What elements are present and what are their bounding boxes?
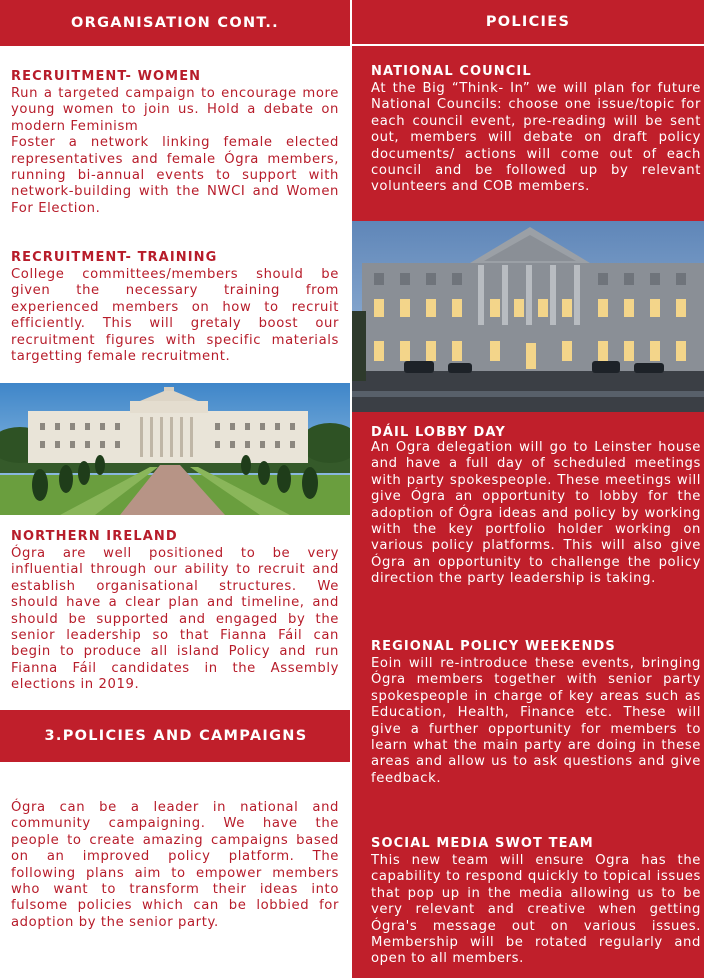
policies-header: POLICIES (352, 0, 704, 46)
dail-lobby-text: An Ógra delegation will go to Leinster house and have a full day of scheduled meetings with party spokespeople. These meetings will give Ógra an opportunity to lobby for the adoption of Ógra ideas and policy by working with the key portfolio holder working on various policy platforms. This will also give Ógra an opportunity to challenge the policy direction the party leadership is taking. (371, 440, 701, 587)
stormont-photo (0, 383, 352, 515)
policies-campaigns-header: 3.POLICIES AND CAMPAIGNS (0, 710, 352, 762)
policies-campaigns-text: Ógra can be a leader in national and community campaigning. We have the people to create amazing campaigns based on an improved policy platform. The following plans aim to empower members who want to transform their ideas into fulsome policies which can be lobbied for adoption by the senior party. (11, 800, 339, 930)
social-media-text: This new team will ensure Ógra has the capability to respond quickly to topical issues that pop up in the media allowing us to be very relevant and creative when getting Ógra's message out on various issues. Membership will be rotated regularly and open to all members. (371, 853, 701, 967)
recruitment-training-text: College committees/members should be given the necessary training from experienced members on how to recruit efficiently. This will gretaly boost our recruitment figures with specific materials targetting female recruitment. (11, 267, 339, 365)
northern-ireland-title: NORTHERN IRELAND (11, 529, 178, 544)
recruitment-women-text (11, 86, 339, 217)
regional-policy-text: Eoin will re-introduce these events, bringing Ógra members together with senior party spokespeople in charge of key areas such as Education, Health, Finance etc. These will give a further opportunity for members to learn what the main party are doing in these areas and allow us to ask questions and give feedback. (371, 656, 701, 786)
recruitment-women-p2: Foster a network linking female elected representatives and female Ógra members, running bi-annual events to support with network-building with the NWCI and Women For Election. (11, 135, 339, 216)
national-council-text: At the Big “Think- In” we will plan for future National Councils: choose one issue/topic for each council event, pre-reading will be sent out, members will debate on draft policy documents/ actions will come out of each council and be followed up by relevant volunteers and COB members. (371, 81, 701, 195)
stormont-illustration (0, 383, 352, 515)
leinster-house-photo (352, 221, 704, 412)
right-column (352, 0, 704, 978)
social-media-title: SOCIAL MEDIA SWOT TEAM (371, 836, 594, 851)
organisation-header: ORGANISATION CONT.. (0, 0, 350, 46)
recruitment-women-p1: Run a targeted campaign to encourage more young women to join us. Hold a debate on modern Feminism (11, 86, 339, 134)
regional-policy-title: REGIONAL POLICY WEEKENDS (371, 639, 616, 654)
recruitment-training-title: RECRUITMENT- TRAINING (11, 250, 218, 265)
leinster-house-illustration (352, 221, 704, 412)
national-council-title: NATIONAL COUNCIL (371, 64, 532, 79)
dail-lobby-title: DÁIL LOBBY DAY (371, 425, 506, 440)
recruitment-women-title: RECRUITMENT- WOMEN (11, 69, 202, 84)
northern-ireland-text: Ógra are well positioned to be very influential through our ability to recruit and establish organisational structures. We should have a clear plan and timeline, and should be supported and engaged by the senior leadership so that Fianna Fáil can begin to produce all island Policy and run Fianna Fáil candidates in the Assembly elections in 2019. (11, 546, 339, 693)
